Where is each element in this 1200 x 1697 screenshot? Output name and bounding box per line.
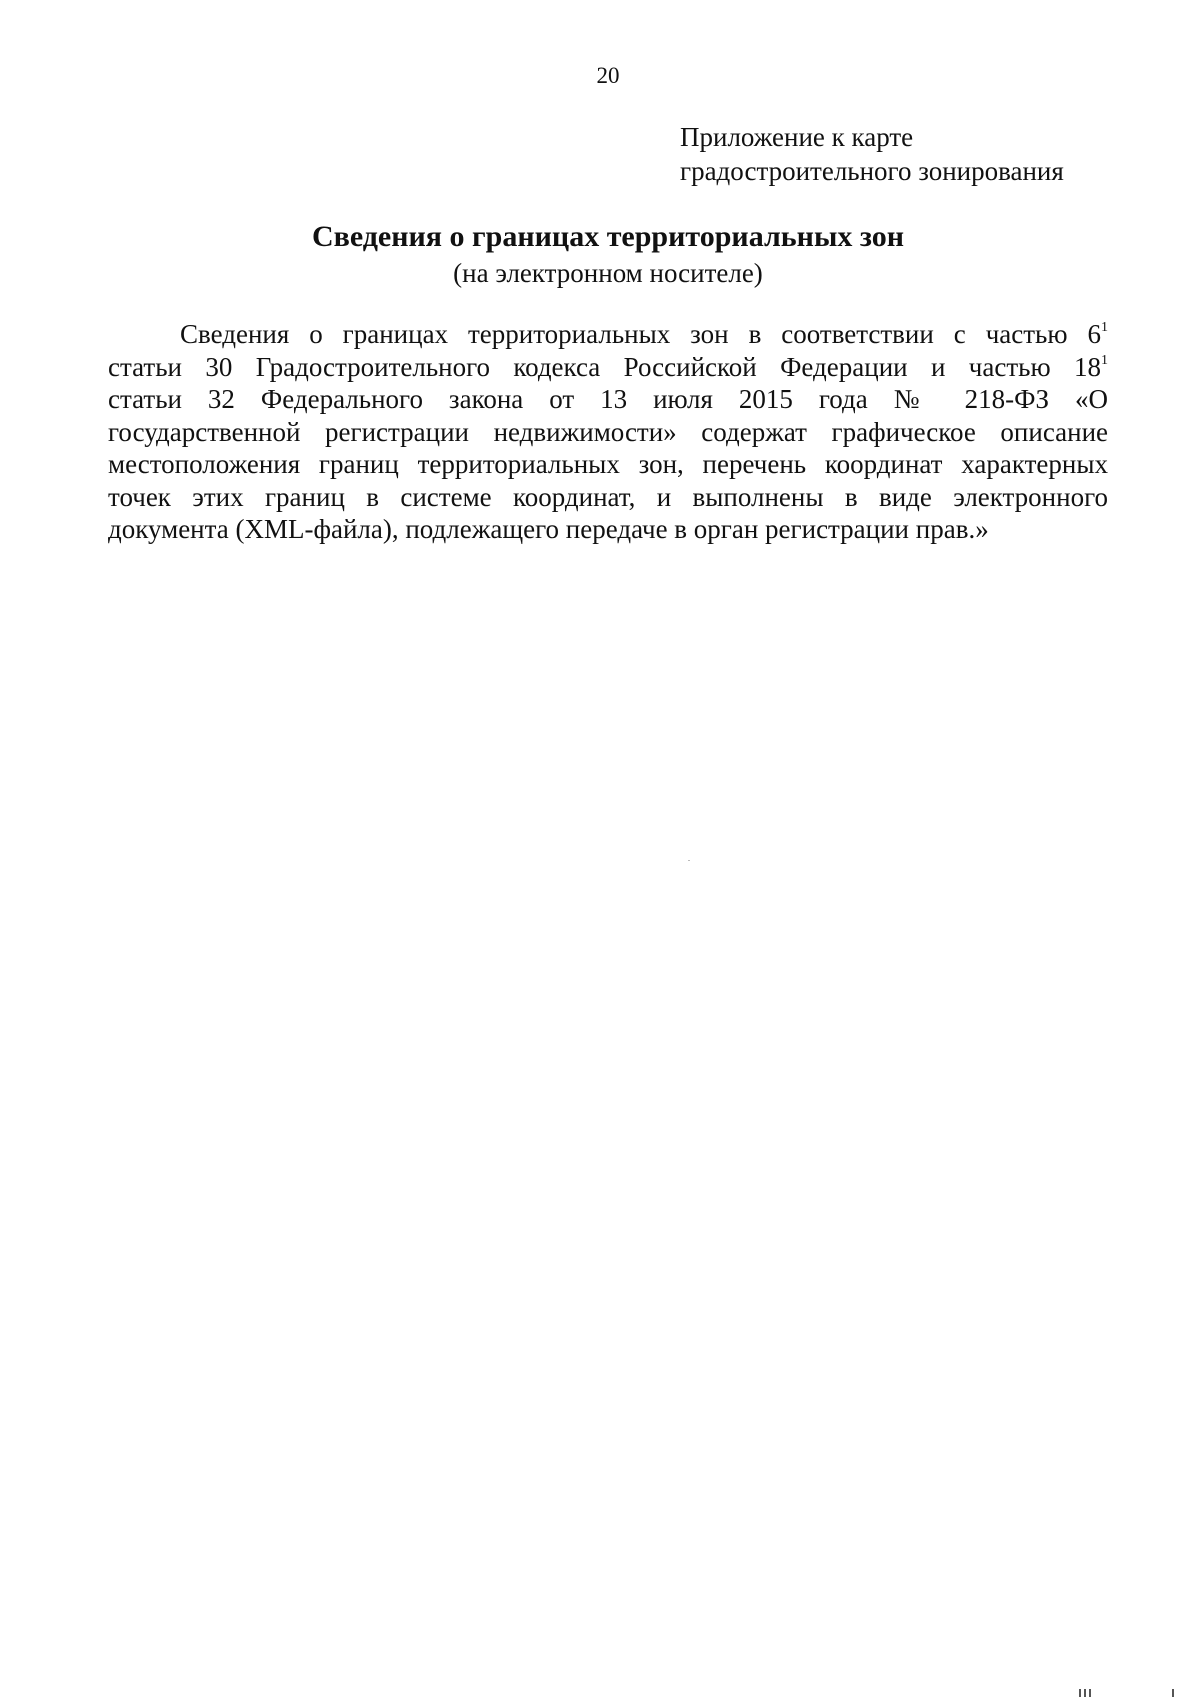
superscript-2: 1 xyxy=(1101,352,1108,368)
body-line-1 xyxy=(108,318,1108,351)
scan-edge-mark xyxy=(1084,1689,1086,1697)
superscript-1: 1 xyxy=(1101,320,1108,335)
body-line-7: документа (XML-файла), подлежащего передаче в орган регистрации прав.» xyxy=(108,514,989,544)
body-line-2-text: статьи 30 Градостроительного кодекса Российской Федерации и частью 18 xyxy=(108,351,1101,382)
body-line-4: государственной регистрации недвижимости» содержат графическое описание xyxy=(108,416,1108,447)
scan-speck xyxy=(688,860,690,861)
scan-edge-mark xyxy=(1172,1689,1174,1697)
body-line-6: точек этих границ в системе координат, и выполнены в виде электронного xyxy=(108,481,1108,512)
body-line-2 xyxy=(108,351,1108,384)
body-line-3: статьи 32 Федерального закона от 13 июля 2015 года № 218-ФЗ «О xyxy=(108,384,1108,414)
body-paragraph xyxy=(108,318,1108,546)
document-subtitle: (на электронном носителе) xyxy=(453,258,763,288)
appendix-line-1: Приложение к карте xyxy=(680,122,914,152)
body-line-5: местоположения границ территориальных зон, перечень координат характерных xyxy=(108,449,1108,479)
scan-edge-mark xyxy=(1089,1689,1091,1697)
body-line-1-text: Сведения о границах территориальных зон в соответствии с частью 6 xyxy=(180,319,1101,349)
document-title: Сведения о границах территориальных зон xyxy=(311,220,905,253)
appendix-line-2: градостроительного зонирования xyxy=(680,156,1064,186)
scan-edge-mark xyxy=(1079,1689,1081,1697)
page-number: 20 xyxy=(596,63,620,88)
appendix-note xyxy=(680,120,1064,188)
